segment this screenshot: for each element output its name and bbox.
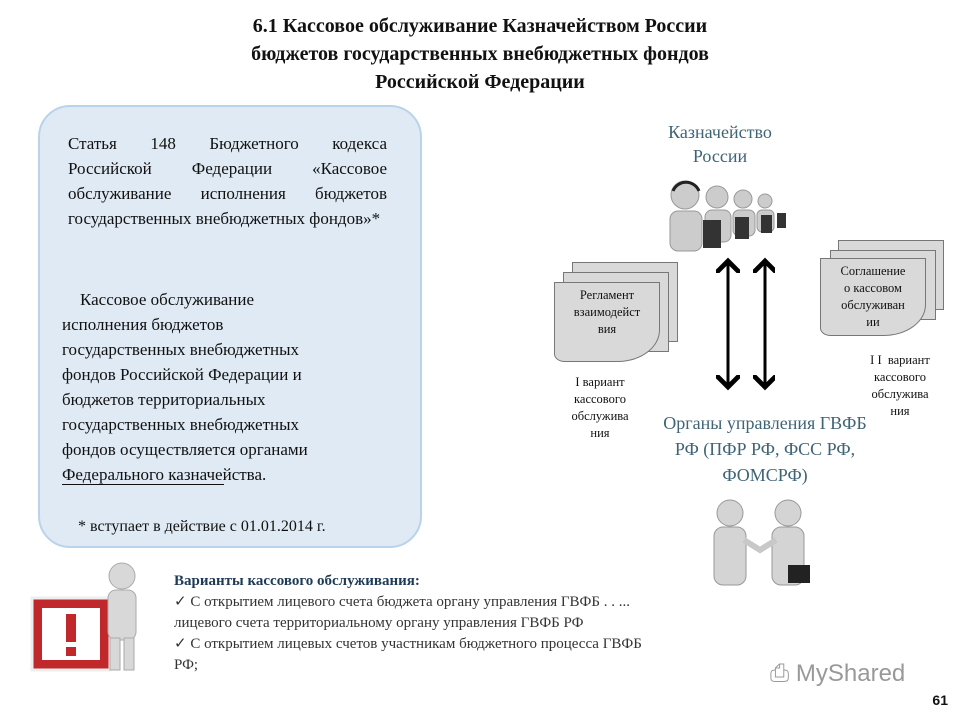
- slide-title: [150, 12, 810, 96]
- text-line: обслужива: [571, 409, 629, 423]
- text-line: Федерального казначейства.: [62, 465, 267, 484]
- watermark-text: MyShared: [795, 660, 906, 687]
- watermark-logo: [770, 660, 905, 688]
- variant-line: лицевого счета территориальному органу управления ГВФБ РФ: [174, 615, 584, 631]
- logo-icon: ⎙: [770, 660, 796, 687]
- title-line: Российской Федерации: [375, 71, 585, 93]
- text-line: I вариант: [575, 375, 625, 389]
- agreement-document: [820, 258, 926, 336]
- text-line: государственных внебюджетных: [62, 340, 300, 359]
- operators-illustration: [665, 165, 795, 260]
- description-paragraph: [62, 287, 372, 487]
- text-line: фондов осуществляется органами: [62, 440, 308, 459]
- text-line: исполнения бюджетов: [62, 315, 224, 334]
- article-paragraph: Статья 148 Бюджетного кодекса Российской Федерации «Кассовое обслуживание исполнения бюджетов государственных внебюджетных фондов»*: [68, 134, 387, 228]
- text-line: Казначейство: [668, 122, 772, 142]
- text-line: Регламент: [579, 288, 635, 302]
- text-line: кассового: [874, 370, 926, 384]
- text-line: бюджетов территориальных: [62, 390, 266, 409]
- text-line: Соглашение: [840, 264, 906, 278]
- bidirectional-arrows: [715, 255, 775, 395]
- warning-illustration: [30, 560, 160, 675]
- text-line: обслуживан: [841, 298, 905, 312]
- text-line: ии: [866, 315, 880, 329]
- text-line: России: [692, 146, 748, 166]
- text-line: Органы управления ГВФБ: [663, 413, 867, 433]
- text-line: вия: [597, 322, 617, 336]
- variant-1-label: [555, 374, 645, 442]
- variant-line: РФ;: [174, 657, 199, 673]
- text-line: государственных внебюджетных: [62, 415, 300, 434]
- text-line: Кассовое обслуживание: [80, 290, 255, 309]
- regulation-document: [554, 282, 660, 362]
- footnote: * вступает в действие с 01.01.2014 г.: [78, 518, 326, 535]
- funds-authorities-label: [640, 410, 890, 488]
- text-line: обслужива: [871, 387, 929, 401]
- treasury-label: [640, 120, 800, 168]
- text-line: ния: [590, 426, 610, 440]
- page-number: 61: [932, 692, 948, 708]
- text-line: взаимодейст: [573, 305, 641, 319]
- text-line: кассового: [574, 392, 626, 406]
- text-line: РФ (ПФР РФ, ФСС РФ,: [674, 439, 856, 459]
- text-line: ФОМСРФ): [722, 465, 808, 485]
- variant-line: ✓ С открытием лицевого счета бюджета органу управления ГВФБ . . ...: [174, 594, 631, 610]
- service-variants: [174, 571, 774, 676]
- title-line: бюджетов государственных внебюджетных фондов: [251, 43, 709, 65]
- text-line: I I вариант: [870, 353, 930, 367]
- footnote-divider: [62, 484, 224, 485]
- variants-heading: Варианты кассового обслуживания:: [174, 573, 420, 589]
- title-line: 6.1 Кассовое обслуживание Казначейством России: [252, 15, 708, 37]
- text-line: о кассовом: [844, 281, 902, 295]
- text-line: фондов Российской Федерации и: [62, 365, 302, 384]
- text-line: ния: [890, 404, 910, 418]
- variant-line: ✓ С открытием лицевых счетов участникам бюджетного процесса ГВФБ: [174, 636, 642, 652]
